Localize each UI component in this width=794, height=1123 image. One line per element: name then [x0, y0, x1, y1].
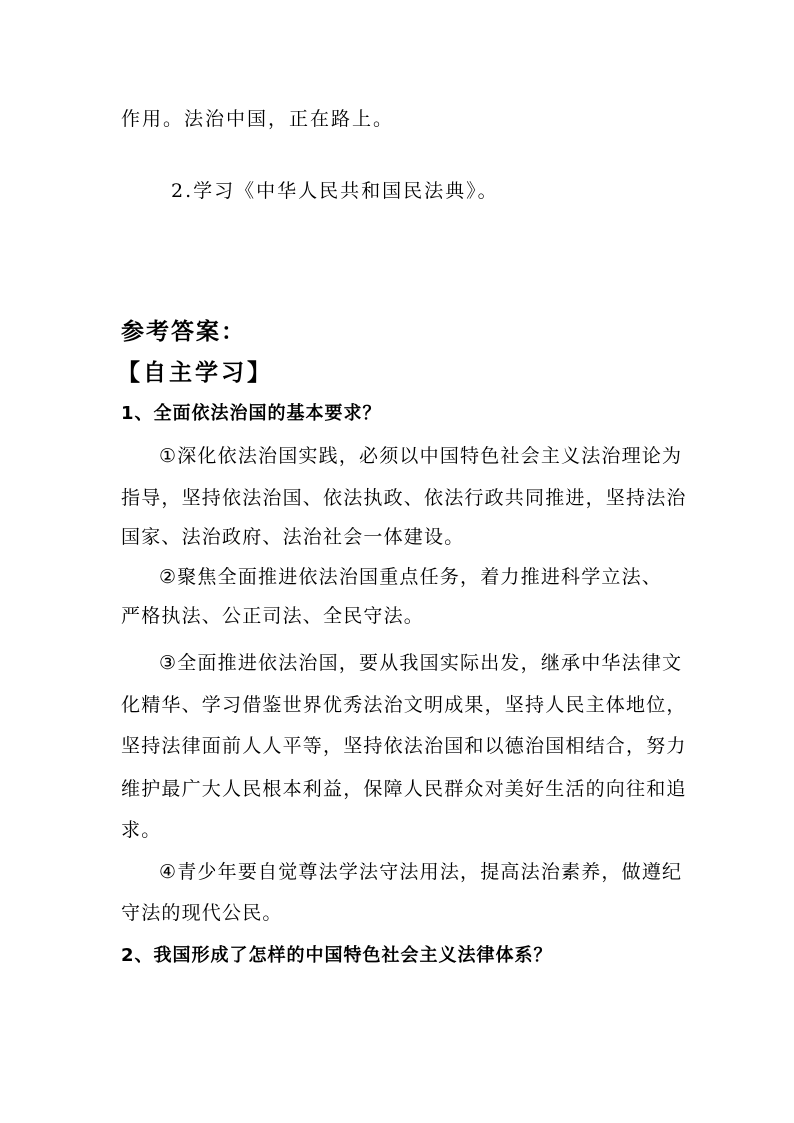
q1-paragraph-3-line-4: 维护最广大人民根本利益，保障人民群众对美好生活的向往和追: [121, 778, 687, 800]
q1-paragraph-1-line-2: 指导，坚持依法治国、依法执政、依法行政共同推进，坚持法治: [121, 487, 687, 509]
q1-paragraph-3-line-3: 坚持法律面前人人平等，坚持依法治国和以德治国相结合，努力: [121, 735, 687, 757]
intro-item-2: 2.学习《中华人民共和国民法典》。: [171, 180, 499, 202]
q1-paragraph-4-line-1: ④青少年要自觉尊法学法守法用法，提高法治素养，做遵纪: [159, 861, 683, 883]
question-1-title: 1、全面依法治国的基本要求？: [121, 403, 382, 424]
q1-paragraph-4-line-2: 守法的现代公民。: [121, 902, 283, 924]
q1-paragraph-1-line-1: ①深化依法治国实践，必须以中国特色社会主义法治理论为: [159, 445, 683, 467]
q1-paragraph-2-line-1: ②聚焦全面推进依法治国重点任务，着力推进科学立法、: [159, 566, 663, 588]
intro-continuation-text: 作用。法治中国，正在路上。: [121, 108, 395, 130]
q1-paragraph-3-line-2: 化精华、学习借鉴世界优秀法治文明成果，坚持人民主体地位，: [121, 694, 687, 716]
q1-paragraph-2-line-2: 严格执法、公正司法、全民守法。: [121, 605, 425, 627]
q1-paragraph-3-line-5: 求。: [121, 819, 162, 841]
self-study-section-heading: 【自主学习】: [117, 360, 273, 386]
reference-answers-heading: 参考答案：: [121, 319, 246, 345]
q1-paragraph-3-line-1: ③全面推进依法治国，要从我国实际出发，继承中华法律文: [159, 652, 683, 674]
question-2-title: 2、我国形成了怎样的中国特色社会主义法律体系？: [121, 945, 553, 966]
q1-paragraph-1-line-3: 国家、法治政府、法治社会一体建设。: [121, 526, 465, 548]
